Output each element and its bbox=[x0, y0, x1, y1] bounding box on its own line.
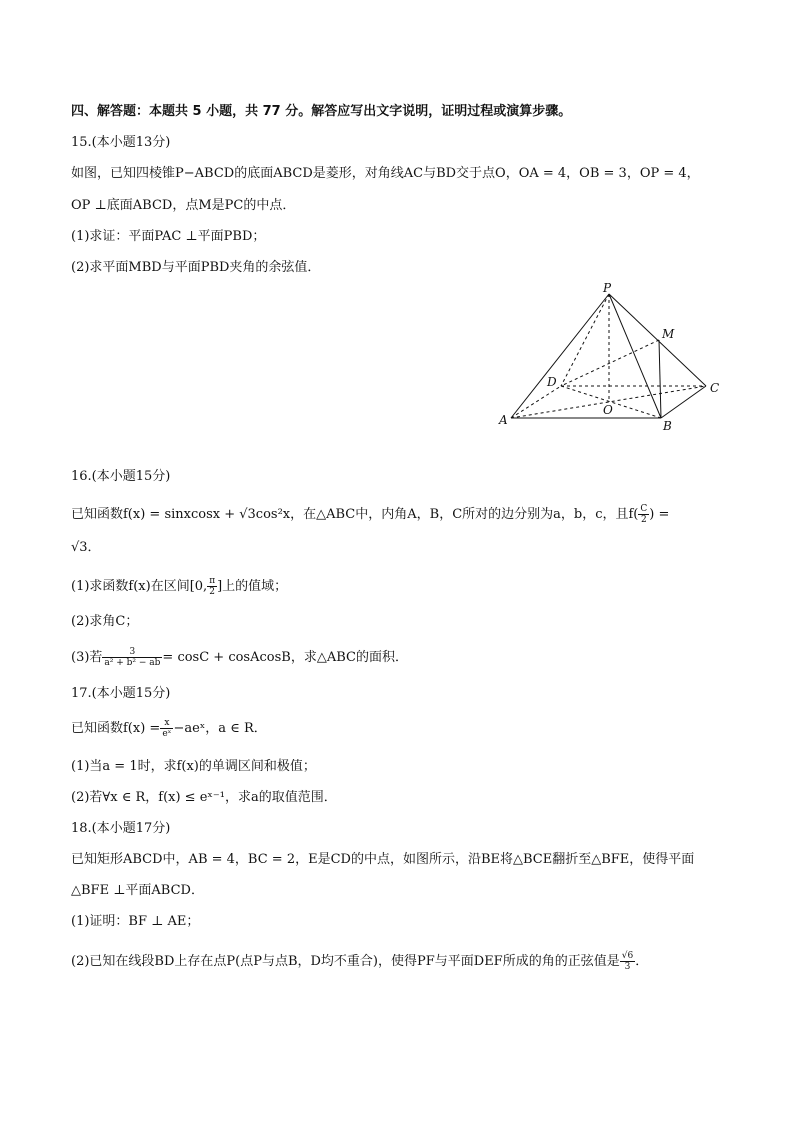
fraction-x-over-ex: $\frac{x}{\text{eˣ}}$ bbox=[162, 718, 172, 739]
problem-15-stem-line2: OP ⊥底面ABCD，点M是PC的中点． bbox=[71, 198, 296, 213]
label-O: O bbox=[603, 403, 613, 417]
label-M: M bbox=[662, 327, 675, 341]
edge-AD bbox=[511, 386, 561, 418]
edge-PB bbox=[609, 294, 661, 418]
problem-15-stem-line1: 如图，已知四棱锥P−ABCD的底面ABCD是菱形，对角线AC与BD交于点O，OA = 4，OB = 3，OP = 4， bbox=[71, 166, 700, 181]
problem-17-part1: (1)当a = 1时，求f(x)的单调区间和极值； bbox=[71, 759, 316, 774]
edge-BC bbox=[661, 386, 706, 418]
label-C: C bbox=[710, 381, 720, 395]
problem-16-part1: (1)求函数f(x)在区间[0, $\frac{\pi}{2}$ ]上的值域； bbox=[71, 576, 288, 597]
problem-17-part2: (2)若∀x ∈ R，f(x) ≤ eˣ⁻¹，求a的取值范围． bbox=[71, 790, 337, 805]
edge-PD bbox=[561, 294, 609, 386]
problem-17-header: 17.(本小题15分) bbox=[71, 686, 171, 701]
problem-16-header: 16.(本小题15分) bbox=[71, 469, 171, 484]
problem-18-part1: (1)证明：BF ⊥ AE； bbox=[71, 914, 200, 929]
problem-18-header: 18.(本小题17分) bbox=[71, 821, 171, 836]
fraction-pi-over-2: $\frac{\pi}{2}$ bbox=[209, 576, 216, 597]
label-D: D bbox=[547, 375, 557, 389]
edge-MB bbox=[659, 340, 661, 418]
section-title: 四、解答题：本题共 5 小题，共 77 分。解答应写出文字说明，证明过程或演算步骤。 bbox=[71, 104, 572, 119]
problem-15-header: 15.(本小题13分) bbox=[71, 135, 171, 150]
problem-17-stem: 已知函数f(x) = $\frac{x}{\text{eˣ}}$ −aeˣ，a ∈ R． bbox=[71, 718, 267, 739]
problem-18-stem-line2: △BFE ⊥平面ABCD． bbox=[71, 883, 204, 898]
fraction-sqrt6-over-3: $\frac{√6}{3}$ bbox=[621, 951, 634, 972]
problem-16-part2: (2)求角C； bbox=[71, 614, 139, 629]
edge-PC bbox=[609, 294, 706, 386]
label-B: B bbox=[663, 419, 672, 431]
problem-16-part3: (3)若 $\frac{3}{\text{a² + b² − ab}}$ = cosC + cosAcosB，求△ABC的面积． bbox=[71, 647, 408, 668]
label-P: P bbox=[603, 281, 612, 295]
problem-18-stem-line1: 已知矩形ABCD中，AB = 4，BC = 2，E是CD的中点，如图所示，沿BE将△BCE翻折至△BFE，使得平面 bbox=[71, 852, 695, 867]
pyramid-figure bbox=[494, 281, 726, 431]
label-A: A bbox=[499, 413, 508, 427]
problem-18-part2: (2)已知在线段BD上存在点P(点P与点B，D均不重合)，使得PF与平面DEF所成的角的正弦值是 $\frac{√6}{3}$ ． bbox=[71, 951, 649, 972]
fraction-c-over-2: $\frac{C}{2}$ bbox=[640, 504, 648, 525]
fraction-3-over-quadratic: $\frac{3}{\text{a² + b² − ab}}$ bbox=[104, 647, 161, 668]
problem-15-part2: (2)求平面MBD与平面PBD夹角的余弦值． bbox=[71, 260, 321, 275]
edge-PA bbox=[511, 294, 609, 418]
problem-16-stem-line2: √3． bbox=[71, 540, 101, 555]
problem-15-part1: (1)求证：平面PAC ⊥平面PBD； bbox=[71, 229, 266, 244]
problem-16-stem-line1: 已知函数f(x) = sinxcosx + √3cos²x，在△ABC中，内角A，B，C所对的边分别为a，b，c，且f( $\frac{C}{2}$ ) = bbox=[71, 504, 670, 525]
